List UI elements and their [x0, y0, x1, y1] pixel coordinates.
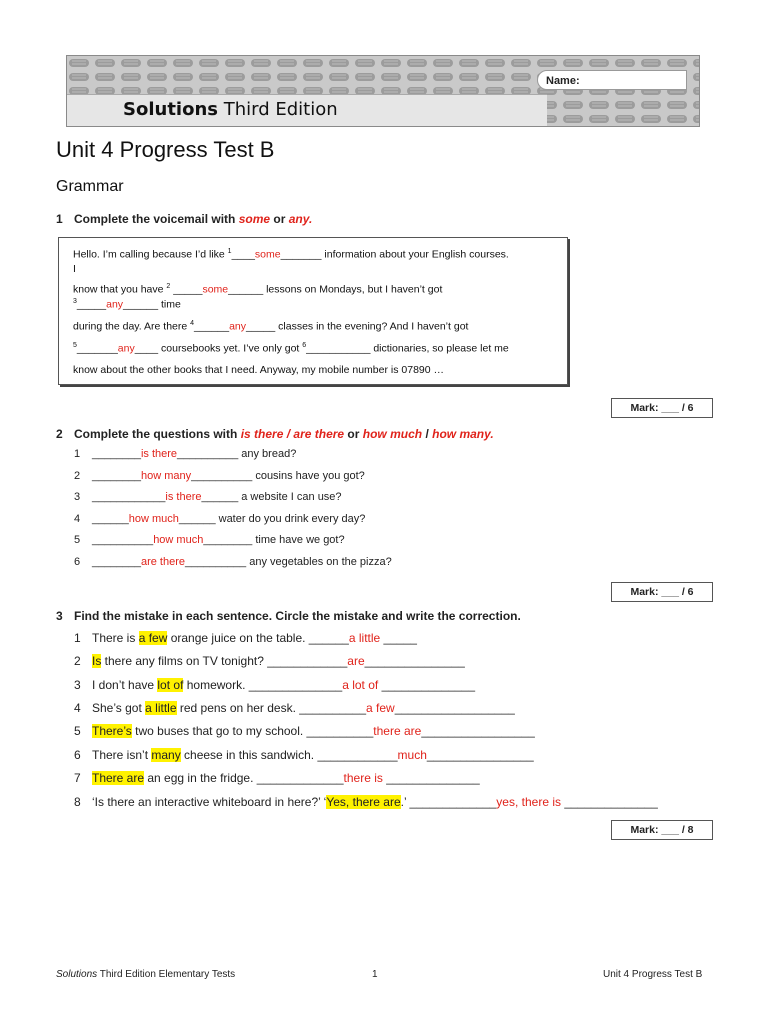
- voicemail-box: [58, 237, 568, 385]
- task-3-instruction: 3 Find the mistake in each sentence. Circle the mistake and write the correction.: [56, 609, 521, 623]
- voicemail-line: $^3$_____any______ time: [73, 298, 181, 311]
- name-field-label: Name:: [537, 70, 687, 90]
- correction-item: 4 She’s got a little red pens on her desk. __________a few__________________: [74, 701, 515, 715]
- correction-item: 6 There isn’t many cheese in this sandwich. ____________much________________: [74, 748, 534, 762]
- footer-left: Solutions Third Edition Elementary Tests: [56, 969, 236, 980]
- voicemail-line: $^5$_______any____ coursebooks yet. I’ve only got $^6$___________ dictionaries, so please let me: [73, 342, 509, 355]
- question-item: 2 ________how many__________ cousins have you got?: [74, 470, 365, 482]
- correction-item: 8 ‘Is there an interactive whiteboard in here?’ ‘Yes, there are.’ _____________yes, there is ______________: [74, 795, 658, 809]
- brand-logo: Solutions Third Edition: [123, 99, 338, 120]
- page-number: 1: [372, 969, 378, 980]
- header-banner: [66, 55, 700, 127]
- question-item: 4 ______how much______ water do you drink every day?: [74, 513, 366, 525]
- voicemail-line: I: [73, 263, 76, 275]
- voicemail-line: during the day. Are there $^4$______any_____ classes in the evening? And I haven’t got: [73, 320, 469, 333]
- correction-item: 3 I don’t have lot of homework. ______________a lot of ______________: [74, 678, 476, 692]
- page-title: Unit 4 Progress Test B: [56, 137, 275, 162]
- voicemail-line: Hello. I’m calling because I’d like $^1$____some_______ information about your English courses.: [73, 248, 509, 261]
- question-item: 1 ________is there__________ any bread?: [74, 448, 297, 460]
- logo-bar: [67, 94, 547, 127]
- correction-item: 1 There is a few orange juice on the table. ______a little _____: [74, 631, 417, 645]
- question-item: 3 ____________is there______ a website I can use?: [74, 491, 342, 503]
- voicemail-line: know about the other books that I need. Anyway, my mobile number is 07890 …: [73, 364, 445, 376]
- voicemail-line: know that you have $^2$ _____some______ lessons on Mondays, but I haven’t got: [73, 283, 443, 296]
- task-2-instruction: 2 Complete the questions with is there / are there or how much / how many.: [56, 427, 494, 441]
- mark-box-task-3: Mark: ___ / 8: [611, 820, 713, 840]
- correction-item: 7 There are an egg in the fridge. _____________there is ______________: [74, 771, 480, 785]
- mark-box-task-2: Mark: ___ / 6: [611, 582, 713, 602]
- correction-item: 5 There’s two buses that go to my school. __________there are_________________: [74, 724, 535, 738]
- correction-item: 2 Is there any films on TV tonight? ____________are_______________: [74, 654, 465, 668]
- mark-box-task-1: Mark: ___ / 6: [611, 398, 713, 418]
- section-heading: Grammar: [56, 178, 124, 195]
- question-item: 6 ________are there__________ any vegetables on the pizza?: [74, 556, 392, 568]
- task-1-instruction: 1 Complete the voicemail with some or any.: [56, 212, 313, 226]
- footer-right: Unit 4 Progress Test B: [603, 969, 703, 980]
- question-item: 5 __________how much________ time have we got?: [74, 534, 345, 546]
